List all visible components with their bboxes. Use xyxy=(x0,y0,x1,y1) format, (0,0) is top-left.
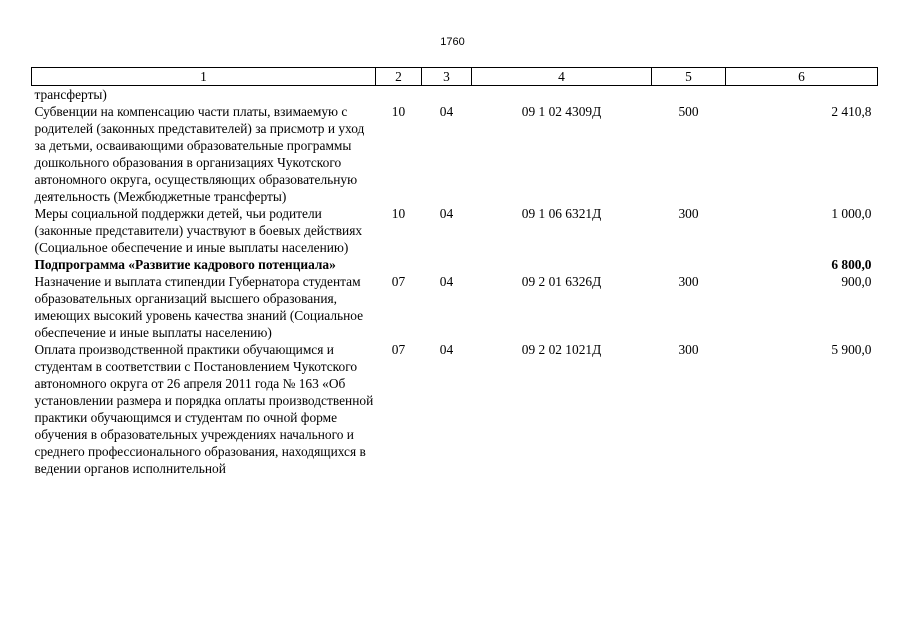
row-description: Субвенции на компенсацию части платы, взимаемую с родителей (законных представителей) за присмотр и уход за детьми, осваивающими образовательные программы дошкольного образования в организациях Чукотского автономного округа, осуществляющих образовательную деятельность (Межбюджетные трансферты) xyxy=(34,104,365,204)
row-subsection: 04 xyxy=(439,342,454,357)
row-expense-type: 300 xyxy=(678,274,699,289)
subprogram-total: 6 800,0 xyxy=(831,257,872,272)
row-section: 10 xyxy=(391,206,406,221)
row-section xyxy=(376,256,422,273)
column-header-2: 2 xyxy=(376,68,422,86)
row-description: Оплата производственной практики обучающимся и студентам в соответствии с Постановлением Чукотского автономного округа от 26 апреля 2011 года № 163 «Об установлении размера и порядка оплаты производственной практики обучающимся и студентам по очной форме обучения в образовательных учреждениях начального и среднего профессионального образования, находящихся в ведении органов исполнительной xyxy=(34,342,374,476)
row-description: Меры социальной поддержки детей, чьи родители (законные представители) участвуют в боевых действиях (Социальное обеспечение и иные выплаты населению) xyxy=(34,206,363,255)
row-section: 07 xyxy=(391,342,406,357)
row-subsection: 04 xyxy=(439,104,454,119)
row-subsection xyxy=(422,86,472,104)
row-expense-type: 500 xyxy=(678,104,699,119)
row-section xyxy=(376,86,422,104)
row-description: Назначение и выплата стипендии Губернатора студентам образовательных организаций высшего образования, имеющих высокий уровень качества знаний (Социальное обеспечение и иные выплаты населению) xyxy=(34,274,364,340)
row-expense-type xyxy=(652,86,726,104)
column-header-3: 3 xyxy=(422,68,472,86)
column-header-4: 4 xyxy=(472,68,652,86)
row-amount: 900,0 xyxy=(841,274,872,289)
row-amount: 1 000,0 xyxy=(831,206,872,221)
row-target-article: 09 1 02 4309Д xyxy=(521,104,602,119)
row-section: 07 xyxy=(391,274,406,289)
row-expense-type: 300 xyxy=(678,342,699,357)
table-row xyxy=(32,86,878,104)
row-amount: 5 900,0 xyxy=(831,342,872,357)
table-row xyxy=(32,205,878,256)
column-header-6: 6 xyxy=(726,68,878,86)
table-row xyxy=(32,273,878,341)
row-expense-type xyxy=(652,256,726,273)
row-subsection: 04 xyxy=(439,274,454,289)
row-target-article: 09 2 02 1021Д xyxy=(521,342,602,357)
column-header-1: 1 xyxy=(32,68,376,86)
budget-table xyxy=(31,67,878,477)
table-row xyxy=(32,341,878,477)
row-subsection xyxy=(422,256,472,273)
row-target-article: 09 1 06 6321Д xyxy=(521,206,602,221)
column-header-5: 5 xyxy=(652,68,726,86)
subprogram-row xyxy=(32,256,878,273)
header-row xyxy=(32,68,878,86)
subprogram-title: Подпрограмма «Развитие кадрового потенциала» xyxy=(34,257,336,272)
table-row xyxy=(32,103,878,205)
row-section: 10 xyxy=(391,104,406,119)
row-target-article xyxy=(472,86,652,104)
page-number: 1760 xyxy=(440,36,465,48)
row-amount: 2 410,8 xyxy=(831,104,872,119)
row-target-article: 09 2 01 6326Д xyxy=(521,274,602,289)
row-description: трансферты) xyxy=(34,87,107,102)
row-target-article xyxy=(472,256,652,273)
row-expense-type: 300 xyxy=(678,206,699,221)
row-subsection: 04 xyxy=(439,206,454,221)
row-amount xyxy=(726,86,878,104)
